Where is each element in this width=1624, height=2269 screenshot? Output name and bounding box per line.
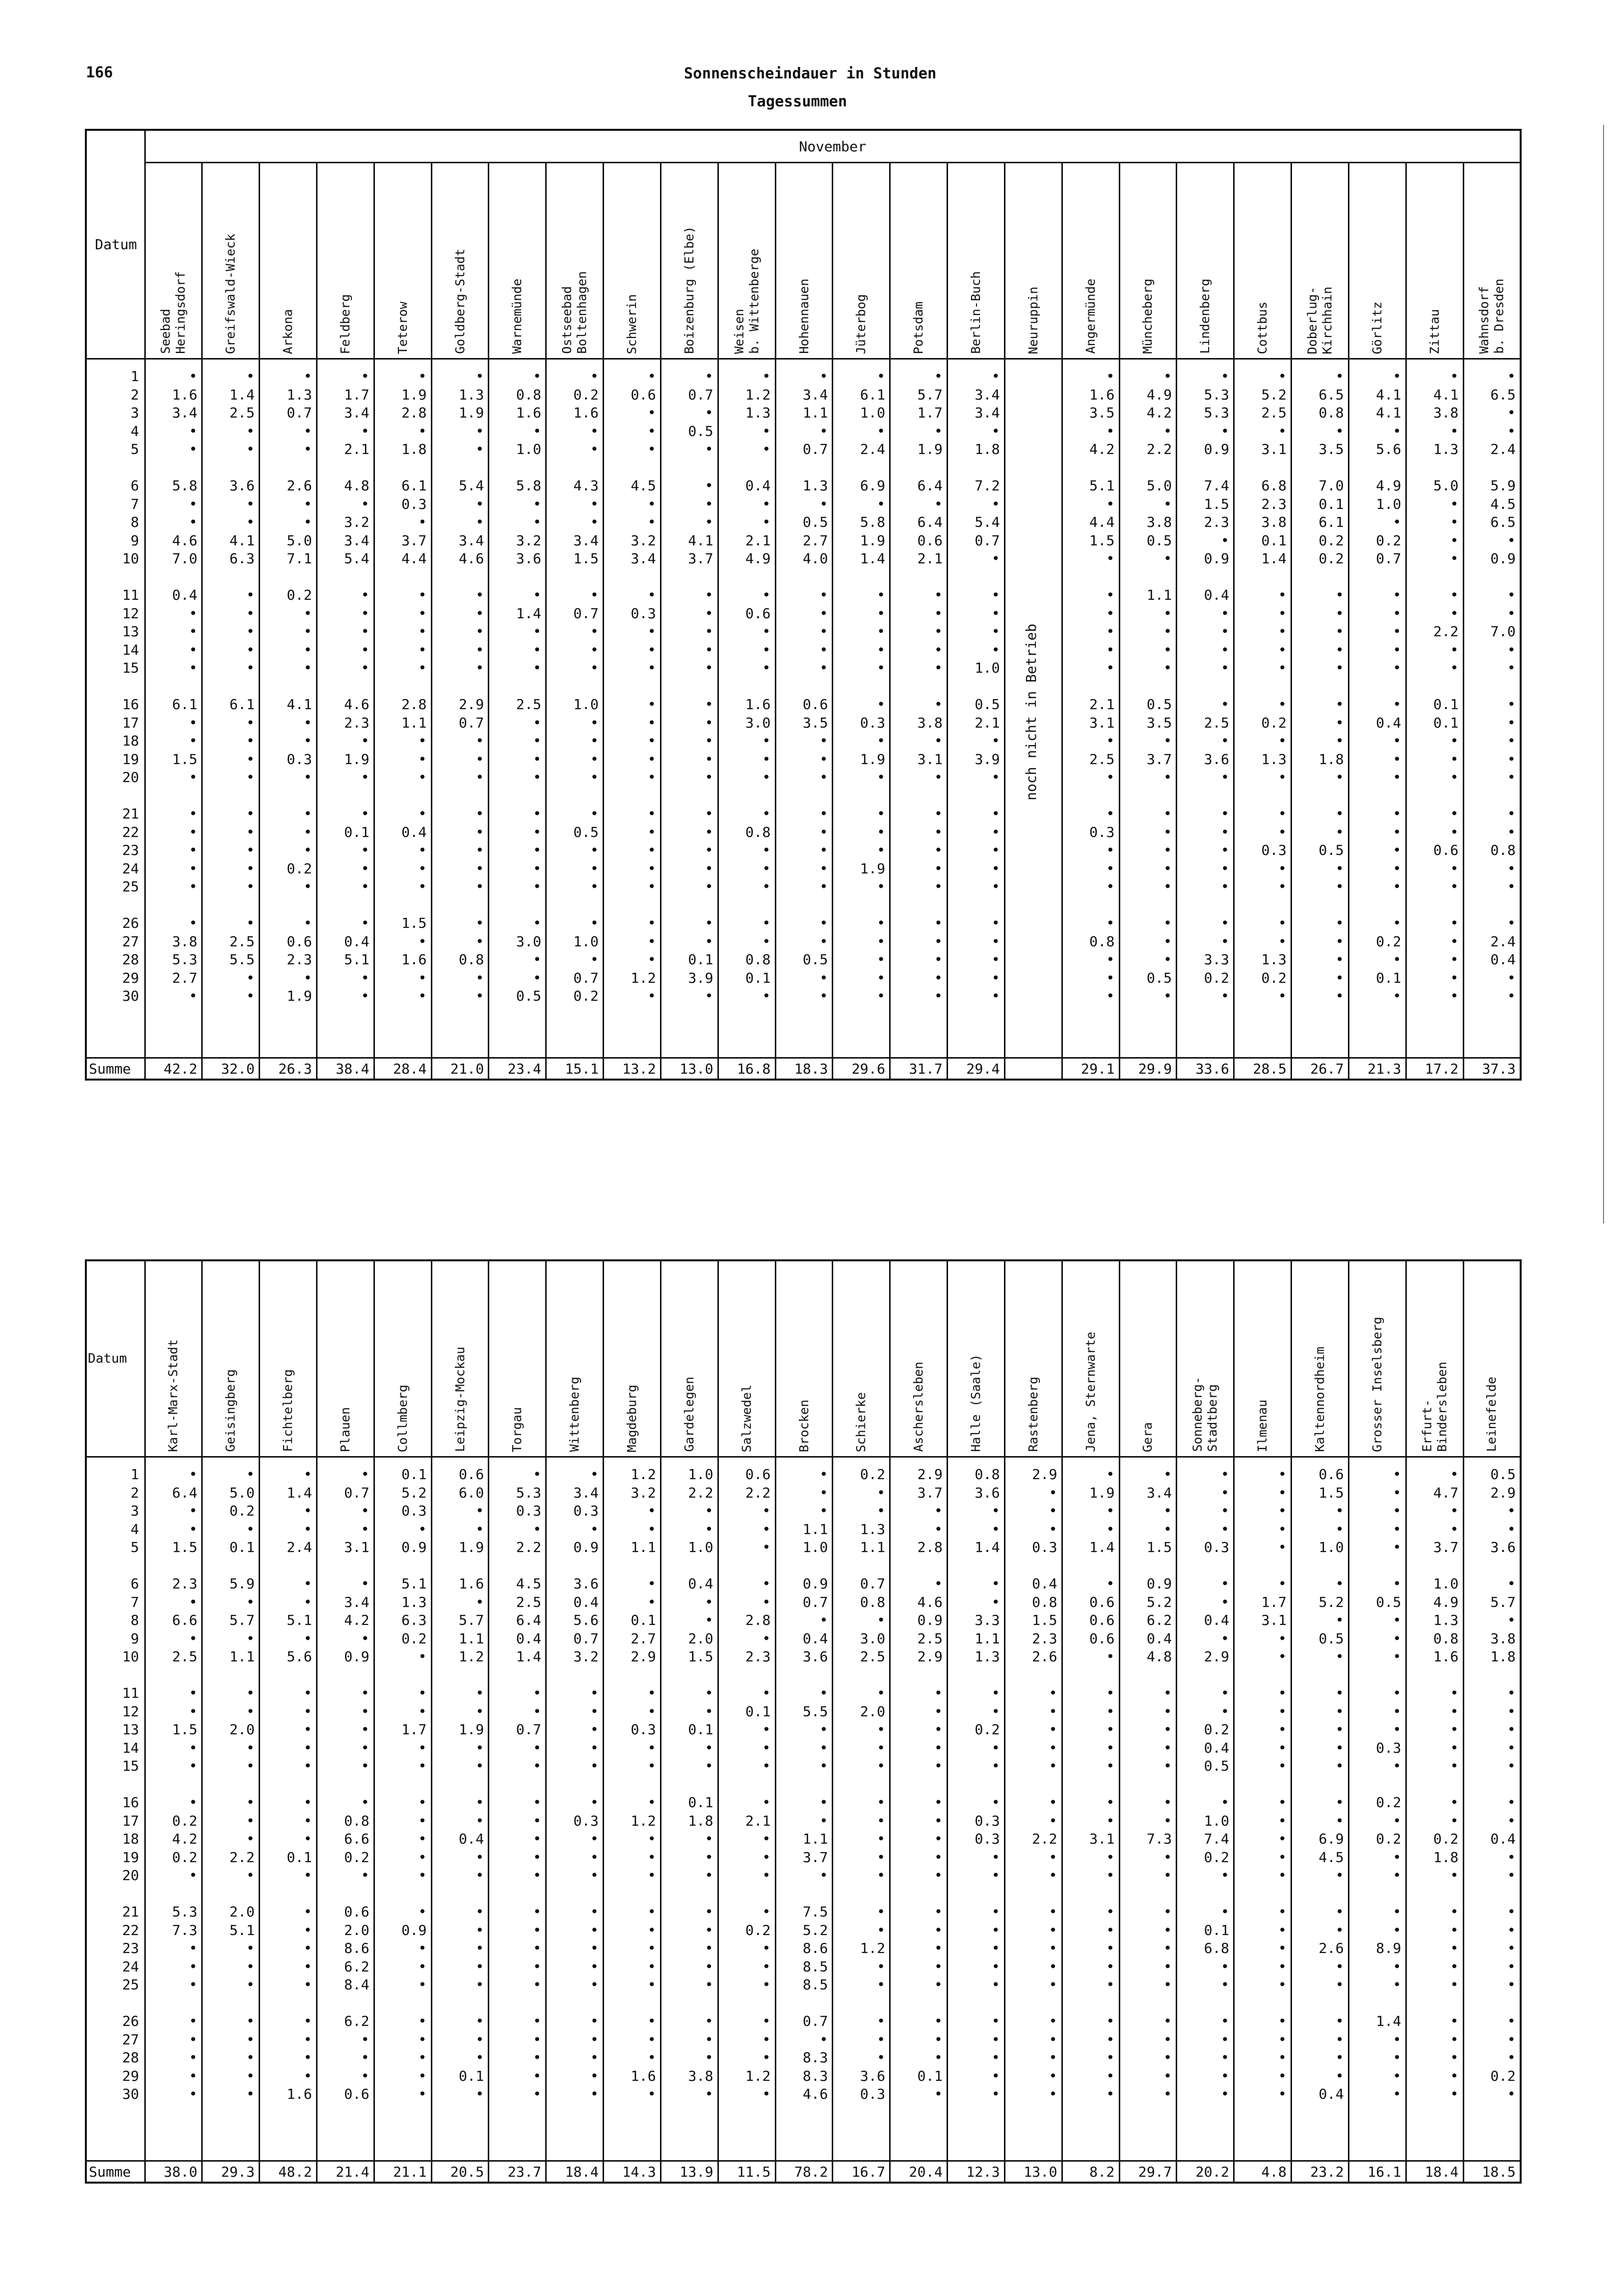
station-name: Karl-Marx-Stadt (166, 1339, 181, 1452)
sum-label: Summe (86, 2161, 145, 2183)
station-values: • 3.4 1.1 • 0.7 1.3 • 0.5 2.7 4.0 • • • • • 0.6 3.5 • • • • • • • • • • 0.5 • • (775, 359, 833, 1058)
station-header (431, 163, 489, 359)
station-name: Görlitz (1369, 301, 1384, 354)
station-header (833, 1260, 890, 1457)
station-name: Arkona (281, 309, 296, 354)
station-header (1292, 1260, 1349, 1457)
date-column: 1 2 3 4 5 6 7 8 9 10 11 12 13 14 15 16 17 18 19 20 21 22 23 24 25 26 27 28 29 30 (86, 359, 145, 1058)
datum-header: Datum (86, 1260, 145, 1457)
station-sum: 26.7 (1292, 1058, 1349, 1080)
station-sum: 18.4 (546, 2161, 604, 2183)
station-sum: 8.2 (1062, 2161, 1119, 2183)
station-header (202, 163, 260, 359)
station-sum: 16.1 (1348, 2161, 1406, 2183)
station-name: Jena, Sternwarte (1083, 1332, 1098, 1452)
station-sum: 11.5 (718, 2161, 775, 2183)
station-header (1348, 163, 1406, 359)
station-name: Ostseebad Boltenhagen (560, 271, 590, 354)
station-header (546, 1260, 604, 1457)
station-header (948, 1260, 1005, 1457)
date-column: 1 2 3 4 5 6 7 8 9 10 11 12 13 14 15 16 17 18 19 20 21 22 23 24 25 26 27 28 29 30 (86, 1457, 145, 2161)
station-name: Torgau (510, 1407, 525, 1452)
station-name: Aschersleben (911, 1362, 926, 1452)
station-header (1406, 1260, 1463, 1457)
station-sum: 13.0 (1004, 2161, 1062, 2183)
station-name: Wittenberg (567, 1377, 582, 1452)
station-header (1119, 1260, 1177, 1457)
station-name: Leipzig-Mockau (452, 1347, 467, 1452)
station-name: Doberlug- Kirchhain (1304, 286, 1334, 354)
station-sum: 29.1 (1062, 1058, 1119, 1080)
station-sum: 20.4 (890, 2161, 948, 2183)
station-sum: 38.0 (145, 2161, 202, 2183)
station-values: • 6.1 1.0 • 2.4 6.9 • 5.8 1.9 1.4 • • • • • • 0.3 • 1.9 • • • • 1.9 • • • • • • (833, 359, 890, 1058)
station-sum: 18.3 (775, 1058, 833, 1080)
station-values: • 0.2 1.6 • • 4.3 • • 3.4 1.5 • 0.7 • • • 1.0 • • • • • 0.5 • • • • 1.0 • 0.7 0.2 (546, 359, 604, 1058)
station-name: Halle (Saale) (969, 1354, 983, 1452)
station-values: • 5.3 0.3 • 2.2 4.5 2.5 6.4 0.4 1.4 • • 0.7 • • • • • • • • • • • • • • • • • (489, 1457, 546, 2161)
station-header (660, 163, 718, 359)
station-sum: 4.8 (1234, 2161, 1292, 2183)
station-values: • • • • • • 0.5 • • • • • • 0.3 • 0.2 • 0.2 • • • • 8.9 • • 1.4 • • • • (1348, 1457, 1406, 2161)
station-values: • 6.5 • • 2.4 5.9 4.5 6.5 • 0.9 • • 7.0 • • • • • • • • • 0.8 • • • 2.4 0.4 • • (1463, 359, 1521, 1058)
station-values: • 5.3 5.3 • 0.9 7.4 1.5 2.3 • 0.9 0.4 • • • • • 2.5 • 3.6 • • • • • • • • 3.3 0.2 • (1177, 359, 1234, 1058)
station-values: 0.6 2.2 • • • • • 2.8 • 2.3 • 0.1 • • • • 2.1 • • • • 0.2 • • • • • • 1.2 • (718, 1457, 775, 2161)
station-name: Warnemünde (510, 279, 525, 354)
station-header (1234, 163, 1292, 359)
station-sum: 29.4 (948, 1058, 1005, 1080)
station-header (1348, 1260, 1406, 1457)
station-sum: 28.5 (1234, 1058, 1292, 1080)
station-values: • 0.6 • • • 4.5 • • 3.2 3.4 • 0.3 • • • • • • • • • • • • • • • • 1.2 • (604, 359, 661, 1058)
station-sum: 32.0 (202, 1058, 260, 1080)
station-header (431, 1260, 489, 1457)
station-name: Seebad Heringsdorf (158, 271, 188, 354)
station-name: Greifswald-Wieck (223, 234, 238, 354)
station-name: Goldberg-Stadt (452, 249, 467, 354)
station-sum: 21.0 (431, 1058, 489, 1080)
station-header (1463, 163, 1521, 359)
station-values: 2.9 • • • 0.3 0.4 0.8 1.5 2.3 2.6 • • • • • • • 2.2 • • • • • • • • • • • • (1004, 1457, 1062, 2161)
station-header (604, 163, 661, 359)
station-header (317, 163, 374, 359)
station-values: • 6.4 • • 1.5 2.3 • 6.6 • 2.5 • • 1.5 • • • 0.2 4.2 0.2 • 5.3 7.3 • • • • • • • • (145, 1457, 202, 2161)
station-sum: 33.6 (1177, 1058, 1234, 1080)
station-header (546, 163, 604, 359)
station-header (718, 1260, 775, 1457)
station-header (660, 1260, 718, 1457)
station-header (1177, 163, 1234, 359)
station-header (718, 163, 775, 359)
station-sum: 31.7 (890, 1058, 948, 1080)
station-values: • 1.6 3.4 • • 5.8 • • 4.6 7.0 0.4 • • • • 6.1 • • 1.5 • • • • • • • 3.8 5.3 2.7 • (145, 359, 202, 1058)
station-values: • 1.6 3.5 • 4.2 5.1 • 4.4 1.5 • • • • • • 2.1 3.1 • 2.5 • • 0.3 • • • • 0.8 • • • (1062, 359, 1119, 1058)
station-name: Ilmenau (1255, 1399, 1270, 1452)
station-values: • 0.8 1.6 • 1.0 5.8 • • 3.2 3.6 • 1.4 • • • 2.5 • • • • • • • • • • 3.0 • • 0.5 (489, 359, 546, 1058)
station-sum: 16.7 (833, 2161, 890, 2183)
station-name: Magdeburg (625, 1384, 640, 1452)
station-header (775, 1260, 833, 1457)
station-values: • 5.7 1.7 • 1.9 6.4 • 6.4 0.6 2.1 • • • • • • 3.8 • 3.1 • • • • • • • • • • • (890, 359, 948, 1058)
station-sum: 13.2 (604, 1058, 661, 1080)
station-header (1406, 163, 1463, 359)
sum-label: Summe (86, 1058, 145, 1080)
sunshine-table-november-north (85, 129, 1522, 1081)
station-values: • 1.3 1.9 • • 5.4 • • 3.4 4.6 • • • • • 2.9 0.7 • • • • • • • • • • 0.8 • • (431, 359, 489, 1058)
station-values: 0.2 • • 1.3 1.1 0.7 0.8 • 3.0 2.5 • 2.0 • • • • • • • • • • 1.2 • • • • • 3.6 0.3 (833, 1457, 890, 2161)
station-name: Berlin-Buch (969, 271, 983, 354)
station-name: Lindenberg (1198, 279, 1213, 354)
station-name: Gera (1140, 1422, 1155, 1452)
station-sum: 12.3 (948, 2161, 1005, 2183)
station-sum: 26.3 (260, 1058, 317, 1080)
page-subtitle: Tagessummen (748, 93, 847, 110)
station-sum: 29.7 (1119, 2161, 1177, 2183)
station-name: Erfurt- Bindersleben (1419, 1362, 1449, 1452)
station-values: • 1.3 0.7 • • 2.6 • • 5.0 7.1 0.2 • • • • 4.1 • • 0.3 • • • • 0.2 • • 0.6 2.3 • 1.9 (260, 359, 317, 1058)
station-values: 1.2 3.2 • • 1.1 • • 0.1 2.7 2.9 • • 0.3 • • • 1.2 • • • • • • • • • • • 1.6 • (604, 1457, 661, 2161)
month-header: November (145, 130, 1521, 163)
station-name: Schwerin (625, 294, 640, 354)
datum-header: Datum (86, 130, 145, 359)
station-values (1004, 359, 1062, 1058)
station-header (317, 1260, 374, 1457)
not-in-operation-note: noch nicht in Betrieb (1022, 624, 1039, 801)
station-header (374, 1260, 431, 1457)
page-title: Sonnenscheindauer in Stunden (684, 65, 937, 82)
station-values: 2.9 3.7 • • 2.8 • 4.6 0.9 2.5 2.9 • • • • • • • • • • • • • • • • • • 0.1 • (890, 1457, 948, 2161)
station-name: Müncheberg (1140, 279, 1155, 354)
station-name: Plauen (337, 1407, 352, 1452)
station-header (1062, 1260, 1119, 1457)
station-sum: 13.9 (660, 2161, 718, 2183)
station-values: • 4.1 4.1 • 5.6 4.9 1.0 • 0.2 0.7 • • • • • • 0.4 • • • • • • • • • 0.2 • 0.1 • (1348, 359, 1406, 1058)
station-values: 0.8 3.6 • • 1.4 • • 3.3 1.1 1.3 • • 0.2 • • • 0.3 0.3 • • • • • • • • • • • • (948, 1457, 1005, 2161)
sunshine-table-november-south (85, 1259, 1522, 2184)
station-sum: 23.2 (1292, 2161, 1349, 2183)
station-values: • 3.4 • • 1.5 0.9 5.2 6.2 0.4 4.8 • • • • • • • 7.3 • • • • • • • • • • • • (1119, 1457, 1177, 2161)
station-sum: 23.4 (489, 1058, 546, 1080)
station-values: • 4.1 3.8 • 1.3 5.0 • • • • • • 2.2 • • 0.1 0.1 • • • • • 0.6 • • • • • • • (1406, 359, 1463, 1058)
station-values: • 1.7 3.4 • 2.1 4.8 • 3.2 3.4 5.4 • • • • • 4.6 2.3 • 1.9 • • 0.1 • • • • 0.4 5.1 • • (317, 359, 374, 1058)
scan-edge-mark (1603, 125, 1604, 1223)
station-sum: 21.1 (374, 2161, 431, 2183)
station-name: Jüterbog (854, 294, 869, 354)
station-sum: 29.3 (202, 2161, 260, 2183)
station-name: Fichtelberg (281, 1369, 296, 1452)
station-values: • • • 1.1 1.0 0.9 0.7 • 0.4 3.6 • 5.5 • • • • • 1.1 3.7 • 7.5 5.2 8.6 8.5 8.5 0.7 • 8.3 8.3 4.6 (775, 1457, 833, 2161)
station-values: • 1.2 1.3 • • 0.4 • • 2.1 4.9 • 0.6 • • • 1.6 3.0 • • • • 0.8 • • • • • 0.8 0.1 • (718, 359, 775, 1058)
station-values: • 1.9 • • 1.4 • 0.6 0.6 0.6 • • • • • • • • 3.1 • • • • • • • • • • • • (1062, 1457, 1119, 2161)
station-sum: 23.7 (489, 2161, 546, 2183)
page-number: 166 (86, 64, 113, 81)
station-name: Geisingberg (223, 1369, 238, 1452)
station-values: • • • • 0.3 • • 0.4 • 2.9 • • 0.2 0.4 0.5 • 1.0 7.4 0.2 • • 0.1 6.8 • • • • • • • (1177, 1457, 1234, 2161)
station-values: 0.1 5.2 0.3 • 0.9 5.1 1.3 6.3 0.2 • • • 1.7 • • • • • • • • 0.9 • • • • • • • • (374, 1457, 431, 2161)
station-sum: 21.4 (317, 2161, 374, 2183)
station-header (1004, 163, 1062, 359)
station-header (489, 163, 546, 359)
station-header (890, 163, 948, 359)
station-sum: 28.4 (374, 1058, 431, 1080)
station-sum: 29.6 (833, 1058, 890, 1080)
station-header (948, 163, 1005, 359)
station-header (260, 163, 317, 359)
station-name: Neuruppin (1025, 286, 1040, 354)
station-values: 0.6 6.0 • • 1.9 1.6 • 5.7 1.1 1.2 • • 1.9 • • • • 0.4 • • • • • • • • • • 0.1 • (431, 1457, 489, 2161)
station-sum: 13.0 (660, 1058, 718, 1080)
station-header (1004, 1260, 1062, 1457)
station-values: • 3.4 3.4 • 1.8 7.2 • 5.4 0.7 • • • • • 1.0 0.5 2.1 • 3.9 • • • • • • • • • • • (948, 359, 1005, 1058)
station-name: Teterow (395, 301, 410, 354)
station-values: 1.0 2.2 • • 1.0 0.4 • • 2.0 1.5 • • 0.1 • • 0.1 1.8 • • • • • • • • • • • 3.8 • (660, 1457, 718, 2161)
station-name: Hohennauen (796, 279, 811, 354)
station-sum: 48.2 (260, 2161, 317, 2183)
station-sum: 18.5 (1463, 2161, 1521, 2183)
station-values: • 0.7 • • 3.1 • 3.4 4.2 • 0.9 • • • • • • 0.8 6.6 0.2 • 0.6 2.0 8.6 6.2 8.4 6.2 • • • 0.6 (317, 1457, 374, 2161)
station-name: Boizenburg (Elbe) (681, 226, 696, 354)
station-name: Leinefelde (1484, 1377, 1499, 1452)
station-values: • • • • • • 1.7 3.1 • • • • • • • • • • • • • • • • • • • • • • (1234, 1457, 1292, 2161)
station-header (604, 1260, 661, 1457)
station-sum: 38.4 (317, 1058, 374, 1080)
station-header (145, 163, 202, 359)
station-name: Schierke (854, 1392, 869, 1452)
station-sum: 20.5 (431, 2161, 489, 2183)
station-name: Feldberg (337, 294, 352, 354)
station-values: • 0.7 • 0.5 • • • • 4.1 3.7 • • • • • • • • • • • • • • • • • 0.1 3.9 • (660, 359, 718, 1058)
station-sum: 21.3 (1348, 1058, 1406, 1080)
station-values: • 3.4 0.3 • 0.9 3.6 0.4 5.6 0.7 3.2 • • • • • • 0.3 • • • • • • • • • • • • • (546, 1457, 604, 2161)
station-sum: 14.3 (604, 2161, 661, 2183)
station-values: • 6.5 0.8 • 3.5 7.0 0.1 6.1 0.2 0.2 • • • • • • • • 1.8 • • • 0.5 • • • • • • • (1292, 359, 1349, 1058)
station-name: Kaltennordheim (1312, 1347, 1327, 1452)
station-header (833, 163, 890, 359)
station-name: Salzwedel (739, 1384, 754, 1452)
station-name: Brocken (796, 1399, 811, 1452)
station-sum: 17.2 (1406, 1058, 1463, 1080)
station-sum: 18.4 (1406, 2161, 1463, 2183)
station-sum: 20.2 (1177, 2161, 1234, 2183)
station-header (1119, 163, 1177, 359)
station-header (1177, 1260, 1234, 1457)
station-header (1463, 1260, 1521, 1457)
station-name: Rastenberg (1025, 1377, 1040, 1452)
station-name: Zittau (1427, 309, 1442, 354)
station-name: Potsdam (911, 301, 926, 354)
station-values: • 1.4 • • 2.4 • • 5.1 • 5.6 • • • • • • • • 0.1 • • • • • • • • • • 1.6 (260, 1457, 317, 2161)
station-header (775, 163, 833, 359)
station-header (1234, 1260, 1292, 1457)
station-header (489, 1260, 546, 1457)
station-name: Gardelegen (681, 1377, 696, 1452)
station-header (1062, 163, 1119, 359)
station-name: Wahnsdorf b. Dresden (1477, 279, 1507, 354)
station-name: Collmberg (395, 1384, 410, 1452)
station-header (890, 1260, 948, 1457)
station-name: Angermünde (1083, 279, 1098, 354)
station-values: • 5.0 0.2 • 0.1 5.9 • 5.7 • 1.1 • • 2.0 • • • • • 2.2 • 2.0 5.1 • • • • • • • • (202, 1457, 260, 2161)
station-values: 0.5 2.9 • • 3.6 • 5.7 • 3.8 1.8 • • • • • • • 0.4 • • • • • • • • • • 0.2 • (1463, 1457, 1521, 2161)
station-header (374, 163, 431, 359)
station-sum: 29.9 (1119, 1058, 1177, 1080)
station-sum: 78.2 (775, 2161, 833, 2183)
station-sum: 16.8 (718, 1058, 775, 1080)
station-values: • 1.4 2.5 • • 3.6 • • 4.1 6.3 • • • • • 6.1 • • • • • • • • • • 2.5 5.5 • • (202, 359, 260, 1058)
station-header (1292, 163, 1349, 359)
station-name: Cottbus (1255, 301, 1270, 354)
station-header (260, 1260, 317, 1457)
station-sum: 42.2 (145, 1058, 202, 1080)
station-sum (1004, 1058, 1062, 1080)
station-sum: 15.1 (546, 1058, 604, 1080)
station-header (145, 1260, 202, 1457)
station-sum: 37.3 (1463, 1058, 1521, 1080)
station-name: Sonneberg- Stadtberg (1190, 1377, 1220, 1452)
station-values: • 5.2 2.5 • 3.1 6.8 2.3 3.8 0.1 1.4 • • • • • • 0.2 • 1.3 • • • 0.3 • • • • 1.3 0.2 • (1234, 359, 1292, 1058)
station-values: • 4.7 • • 3.7 1.0 4.9 1.3 0.8 1.6 • • • • • • • 0.2 1.8 • • • • • • • • • • • (1406, 1457, 1463, 2161)
station-name: Weisen b. Wittenberge (731, 249, 761, 354)
station-values: 0.6 1.5 • • 1.0 • 5.2 • 0.5 • • • • • • • • 6.9 4.5 • • • 2.6 • • • • • • 0.4 (1292, 1457, 1349, 2161)
station-values: • 4.9 4.2 • 2.2 5.0 • 3.8 0.5 • 1.1 • • • • 0.5 3.5 • 3.7 • • • • • • • • • 0.5 • (1119, 359, 1177, 1058)
station-name: Grosser Inselsberg (1369, 1317, 1384, 1452)
station-values: • 1.9 2.8 • 1.8 6.1 0.3 • 3.7 4.4 • • • • • 2.8 1.1 • • • • 0.4 • • • 1.5 • 1.6 • • (374, 359, 431, 1058)
station-header (202, 1260, 260, 1457)
